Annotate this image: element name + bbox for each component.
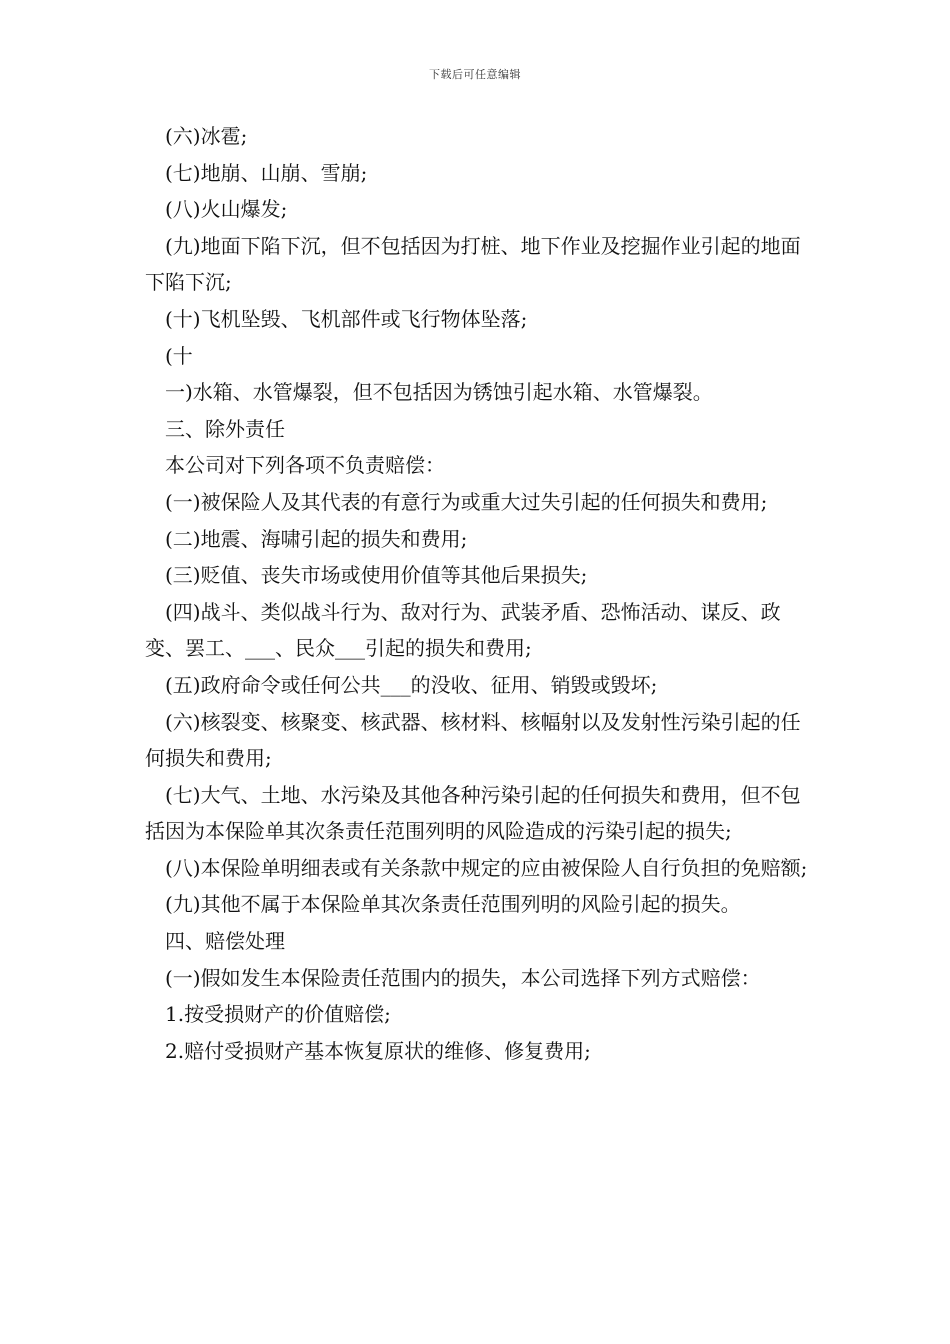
paragraph: 一)水箱、水管爆裂，但不包括因为锈蚀引起水箱、水管爆裂。: [165, 380, 713, 405]
paragraph: (八)本保险单明细表或有关条款中规定的应由被保险人自行负担的免赔额;: [165, 855, 808, 880]
paragraph: (十)飞机坠毁、飞机部件或飞行物体坠落;: [165, 306, 528, 331]
paragraph: (一)假如发生本保险责任范围内的损失，本公司选择下列方式赔偿：: [165, 965, 761, 990]
paragraph: (六)核裂变、核聚变、核武器、核材料、核幅射以及发射性污染引起的任何损失和费用;: [145, 709, 801, 771]
section-heading: 三、除外责任: [165, 416, 285, 441]
paragraph: (九)地面下陷下沉，但不包括因为打桩、地下作业及挖掘作业引起的地面下陷下沉;: [145, 233, 801, 295]
paragraph: (二)地震、海啸引起的损失和费用;: [165, 526, 468, 551]
page-header-note: 下载后可任意编辑: [429, 68, 521, 81]
paragraph: (七)大气、土地、水污染及其他各种污染引起的任何损失和费用，但不包括因为本保险单其次条责任范围列明的风险造成的污染引起的损失;: [145, 782, 801, 844]
paragraph: 2.赔付受损财产基本恢复原状的维修、修复费用;: [165, 1038, 591, 1063]
paragraph: (五)政府命令或任何公共___的没收、征用、销毁或毁坏;: [165, 672, 658, 697]
paragraph: 本公司对下列各项不负责赔偿：: [165, 453, 445, 478]
paragraph: (八)火山爆发;: [165, 197, 288, 222]
document-body: [145, 118, 817, 1069]
paragraph: 1.按受损财产的价值赔偿;: [165, 1002, 391, 1027]
paragraph: (九)其他不属于本保险单其次条责任范围列明的风险引起的损失。: [165, 892, 741, 917]
paragraph: (十: [165, 343, 193, 368]
paragraph: (一)被保险人及其代表的有意行为或重大过失引起的任何损失和费用;: [165, 489, 768, 514]
paragraph: (三)贬值、丧失市场或使用价值等其他后果损失;: [165, 563, 588, 588]
paragraph: (七)地崩、山崩、雪崩;: [165, 160, 368, 185]
section-heading: 四、赔偿处理: [165, 929, 285, 954]
paragraph: (六)冰雹;: [165, 124, 248, 148]
paragraph: (四)战斗、类似战斗行为、敌对行为、武装矛盾、恐怖活动、谋反、政变、罢工、___、民众___引起的损失和费用;: [145, 599, 781, 661]
